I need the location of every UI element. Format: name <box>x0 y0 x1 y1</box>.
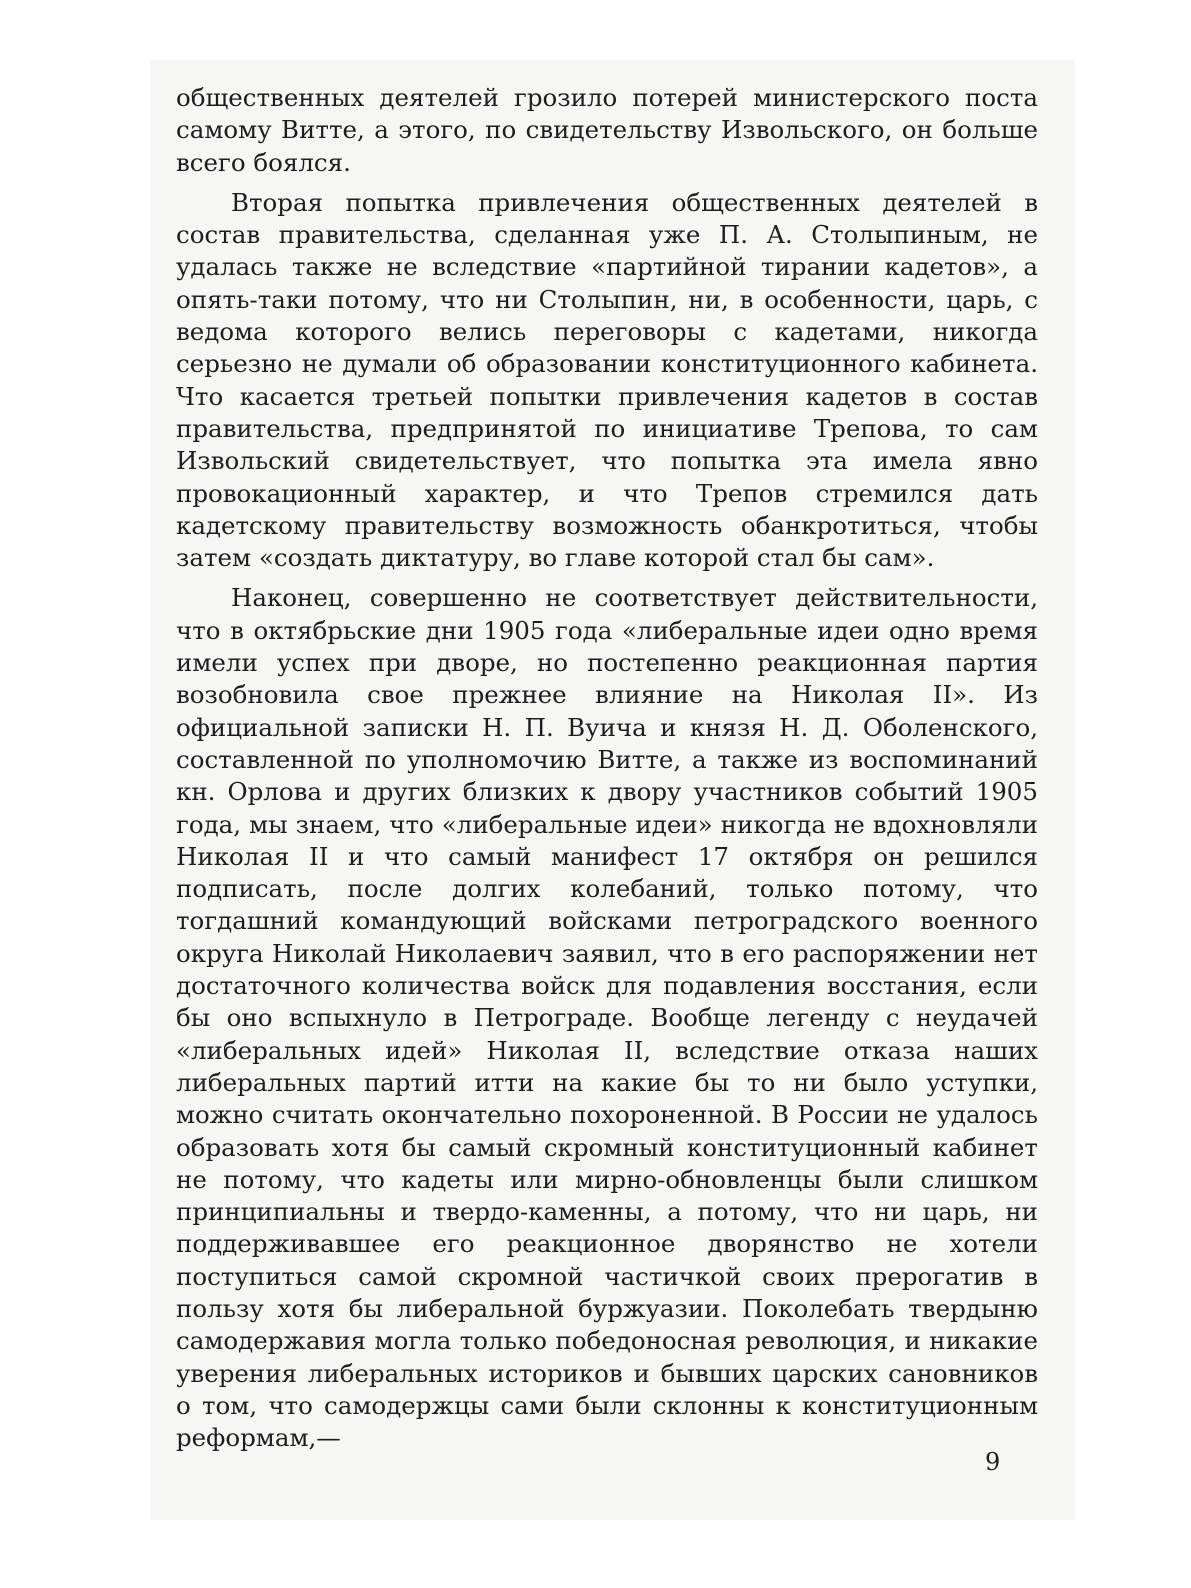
paragraph-october-1905: Наконец, совершенно не соответствует действительности, что в октябрьские дни 1905 года «либеральные идеи одно время имели успех при дворе, но постепенно реакционная партия возобновила свое прежнее влияние на Николая II». Из официальной записки Н. П. Вуича и князя Н. Д. Оболенского, составленной по уполномочию Витте, а также из воспоминаний кн. Орлова и других близких к двору участников событий 1905 года, мы знаем, что «либеральные идеи» никогда не вдохновляли Николая II и что самый манифест 17 октября он решился подписать, после долгих колебаний, только потому, что тогдашний командующий войсками петроградского военного округа Николай Николаевич заявил, что в его распоряжении нет достаточного количества войск для подавления восстания, если бы оно вспыхнуло в Петрограде. Вообще легенду с неудачей «либеральных идей» Николая II, вследствие отказа наших либеральных партий итти на какие бы то ни было уступки, можно считать окончательно похороненной. В России не удалось образовать хотя бы самый скромный конституционный кабинет не потому, что кадеты или мирно-обновленцы были слишком принципиальны и твердо-каменны, а потому, что ни царь, ни поддерживавшее его реакционное дворянство не хотели поступиться самой скромной частичкой своих прерогатив в пользу хотя бы либеральной буржуазии. Поколебать твердыню самодержавия могла только победоносная революция, и никакие уверения либеральных историков и бывших царских сановников о том, что самодержцы сами были склонны к конституционным реформам,— <box>176 583 1038 1453</box>
paragraph-continuation: общественных деятелей грозило потерей министерского поста самому Витте, а этого, по свидетельству Извольского, он больше всего боялся. <box>176 83 1038 177</box>
body-text <box>176 82 1038 1462</box>
page-number: 9 <box>985 1448 1001 1476</box>
paragraph-stolypin: Вторая попытка привлечения общественных деятелей в состав правительства, сделанная уже П. А. Столыпиным, не удалась также не вследствие «партийной тирании кадетов», а опять-таки потому, что ни Столыпин, ни, в особенности, царь, с ведома которого велись переговоры с кадетами, никогда серьезно не думали об образовании конституционного кабинета. Что касается третьей попытки привлечения кадетов в состав правительства, предпринятой по инициативе Трепова, то сам Извольский свидетельствует, что попытка эта имела явно провокационный характер, и что Трепов стремился дать кадетскому правительству возможность обанкротиться, чтобы затем «создать диктатуру, во главе которой стал бы сам». <box>176 187 1038 573</box>
